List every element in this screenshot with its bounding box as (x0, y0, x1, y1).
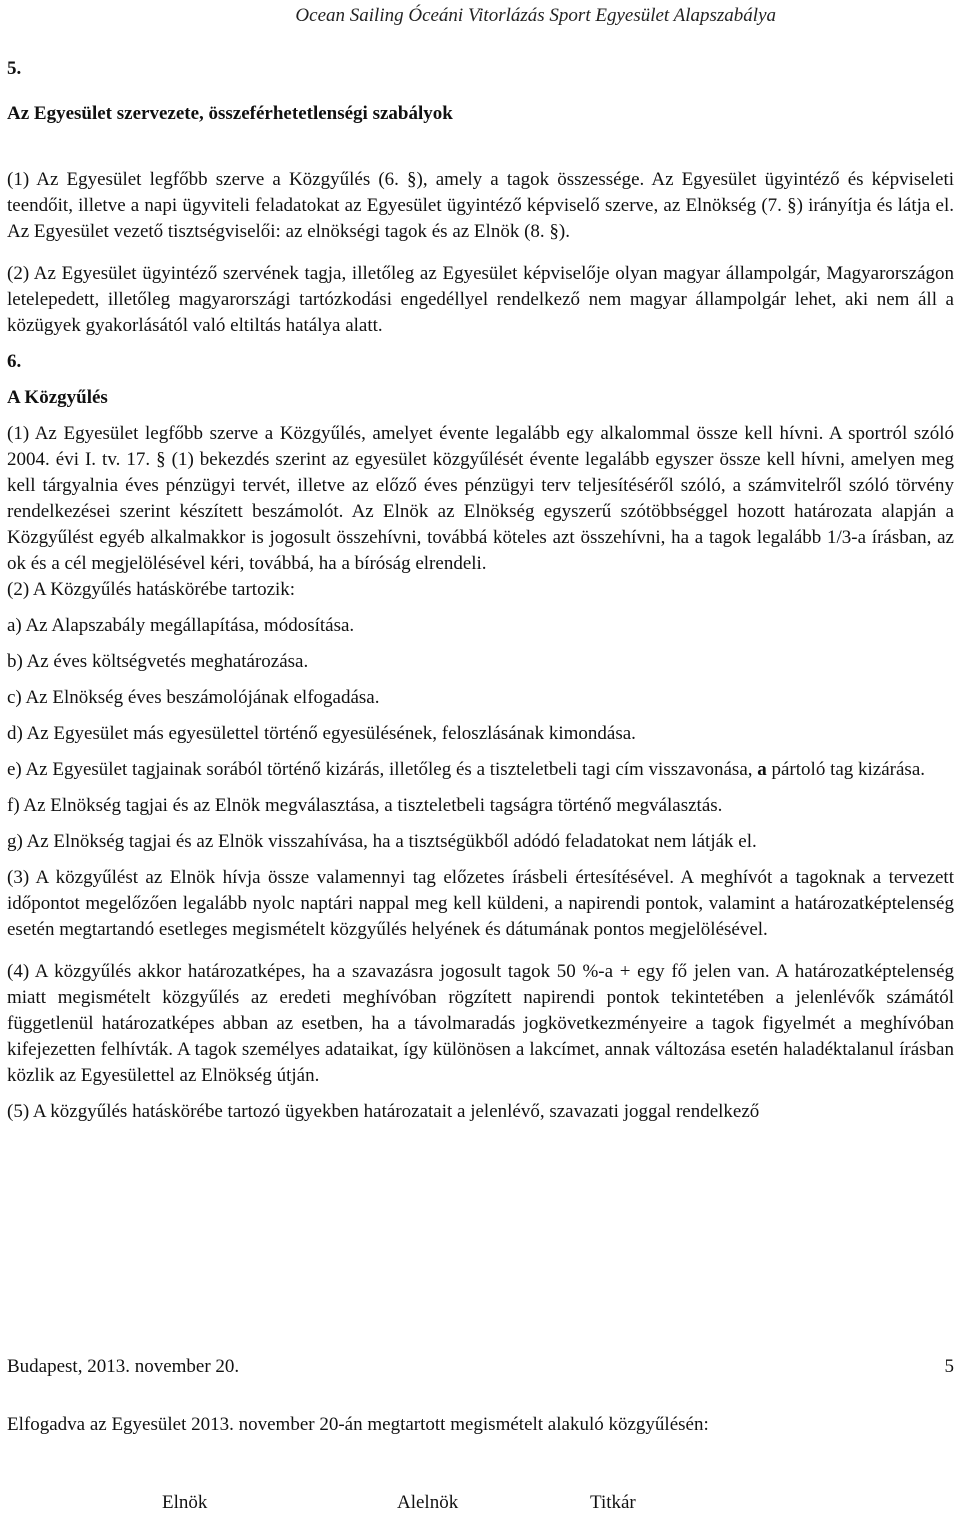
page-header: Ocean Sailing Óceáni Vitorlázás Sport Egyesület Alapszabálya (295, 5, 776, 26)
list-item-d: d) Az Egyesület más egyesülettel történő egyesülésének, feloszlásának kimondása. (7, 723, 636, 744)
section-6-number: 6. (7, 351, 22, 372)
section-6-title: A Közgyűlés (7, 387, 108, 408)
list-item-e-bold: a (757, 759, 767, 780)
page-footer (7, 1356, 954, 1378)
signature-label-titkar: Titkár (590, 1492, 636, 1513)
section-5-paragraph-1: (1) Az Egyesület legfőbb szerve a Közgyűlés (6. §), amely a tagok összessége. Az Egyesület ügyintéző és képviseleti teendőit, illetve a napi ügyviteli feladatokat az Egyesület ügyintéző képviselő szerve, az Elnökség (7. §) irányítja és látja el. Az Egyesület vezető tisztségviselői: az elnökségi tagok és az Elnök (8. §). (7, 169, 954, 242)
list-item-a: a) Az Alapszabály megállapítása, módosítása. (7, 615, 355, 636)
adoption-statement: Elfogadva az Egyesület 2013. november 20-án megtartott megismételt alakuló közgyűlésén: (7, 1414, 709, 1435)
list-item-e (7, 757, 954, 783)
section-6-paragraph-2-intro: (2) A Közgyűlés hatáskörébe tartozik: (7, 579, 296, 600)
footer-page-number: 5 (944, 1356, 954, 1377)
list-item-b: b) Az éves költségvetés meghatározása. (7, 651, 309, 672)
section-6-paragraph-5: (5) A közgyűlés hatáskörébe tartozó ügyekben határozatait a jelenlévő, szavazati joggal rendelkező (7, 1101, 760, 1122)
adoption-statement-wrapper (7, 1414, 954, 1436)
list-item-e-continuation: pártoló tag kizárása. (771, 759, 926, 780)
list-item-f: f) Az Elnökség tagjai és az Elnök megválasztása, a tiszteletbeli tagságra történő megválasztás. (7, 795, 723, 816)
list-item-c: c) Az Elnökség éves beszámolójának elfogadása. (7, 687, 380, 708)
section-5-paragraph-2: (2) Az Egyesület ügyintéző szervének tagja, illetőleg az Egyesület képviselője olyan magyar állampolgár, Magyarországon letelepedett, illetőleg magyarországi tartózkodási engedéllyel rendelkező nem magyar állampolgár lehet, aki nem áll a közügyek gyakorlásától való eltiltás hatálya alatt. (7, 263, 954, 336)
list-item-e-text: e) Az Egyesület tagjainak sorából történő kizárás, illetőleg és a tiszteletbeli tagi cím visszavonása, (7, 759, 753, 780)
signature-label-elnok: Elnök (162, 1492, 208, 1513)
document-body (7, 56, 954, 1125)
section-6-paragraph-4: (4) A közgyűlés akkor határozatképes, ha a szavazásra jogosult tagok 50 %-a + egy fő jelen van. A határozatképtelenség miatt megismételt közgyűlés az eredeti meghívóban rögzített napirendi pontok tekintetében a jelenlévők számától függetlenül határozatképes abban az esetben, ha a távolmaradás jogkövetkezményeire a tagok figyelmét a meghívóban kifejezetten felhívták. A tagok személyes adataikat, így különösen a lakcímet, annak változása esetén haladéktalanul írásban közlik az Egyesülettel az Elnökség útján. (7, 961, 954, 1086)
section-6-paragraph-3: (3) A közgyűlést az Elnök hívja össze valamennyi tag előzetes írásbeli értesítésével. A meghívót a tagoknak a tervezett időpontot megelőzően legalább nyolc naptári nappal meg kell küldeni, a napirendi pontok, valamint a határozatképtelenség esetén megtartandó esetleges megismételt közgyűlés helyének és dátumának pontos megjelölésével. (7, 867, 954, 940)
footer-place-date: Budapest, 2013. november 20. (7, 1356, 240, 1377)
signature-label-alelnok: Alelnök (397, 1492, 459, 1513)
section-5-title: Az Egyesület szervezete, összeférhetetlenségi szabályok (7, 103, 453, 124)
list-item-g: g) Az Elnökség tagjai és az Elnök visszahívása, ha a tisztségükből adódó feladatokat nem látják el. (7, 831, 757, 852)
section-5-number: 5. (7, 58, 22, 79)
section-6-paragraph-1: (1) Az Egyesület legfőbb szerve a Közgyűlés, amelyet évente legalább egy alkalommal össze kell hívni. A sportról szóló 2004. évi I. tv. 17. § (1) bekezdés szerint az egyesület közgyűlését évente legalább egyszer össze kell hívni, amelyen meg kell tárgyalnia éves pénzügyi tervét, illetve az előző éves pénzügyi terv teljesítéséről szóló, a számvitelről szóló törvény rendelkezései szerint készített beszámolót. Az Elnök az Elnökség egyszerű szótöbbséggel hozott határozata alapján a Közgyűlést egyéb alkalmakkor is jogosult összehívni, továbbá köteles azt összehívni, ha a tagok legalább 1/3-a írásban, az ok és a cél megjelölésével kéri, továbbá, ha a bíróság elrendeli. (7, 423, 954, 574)
